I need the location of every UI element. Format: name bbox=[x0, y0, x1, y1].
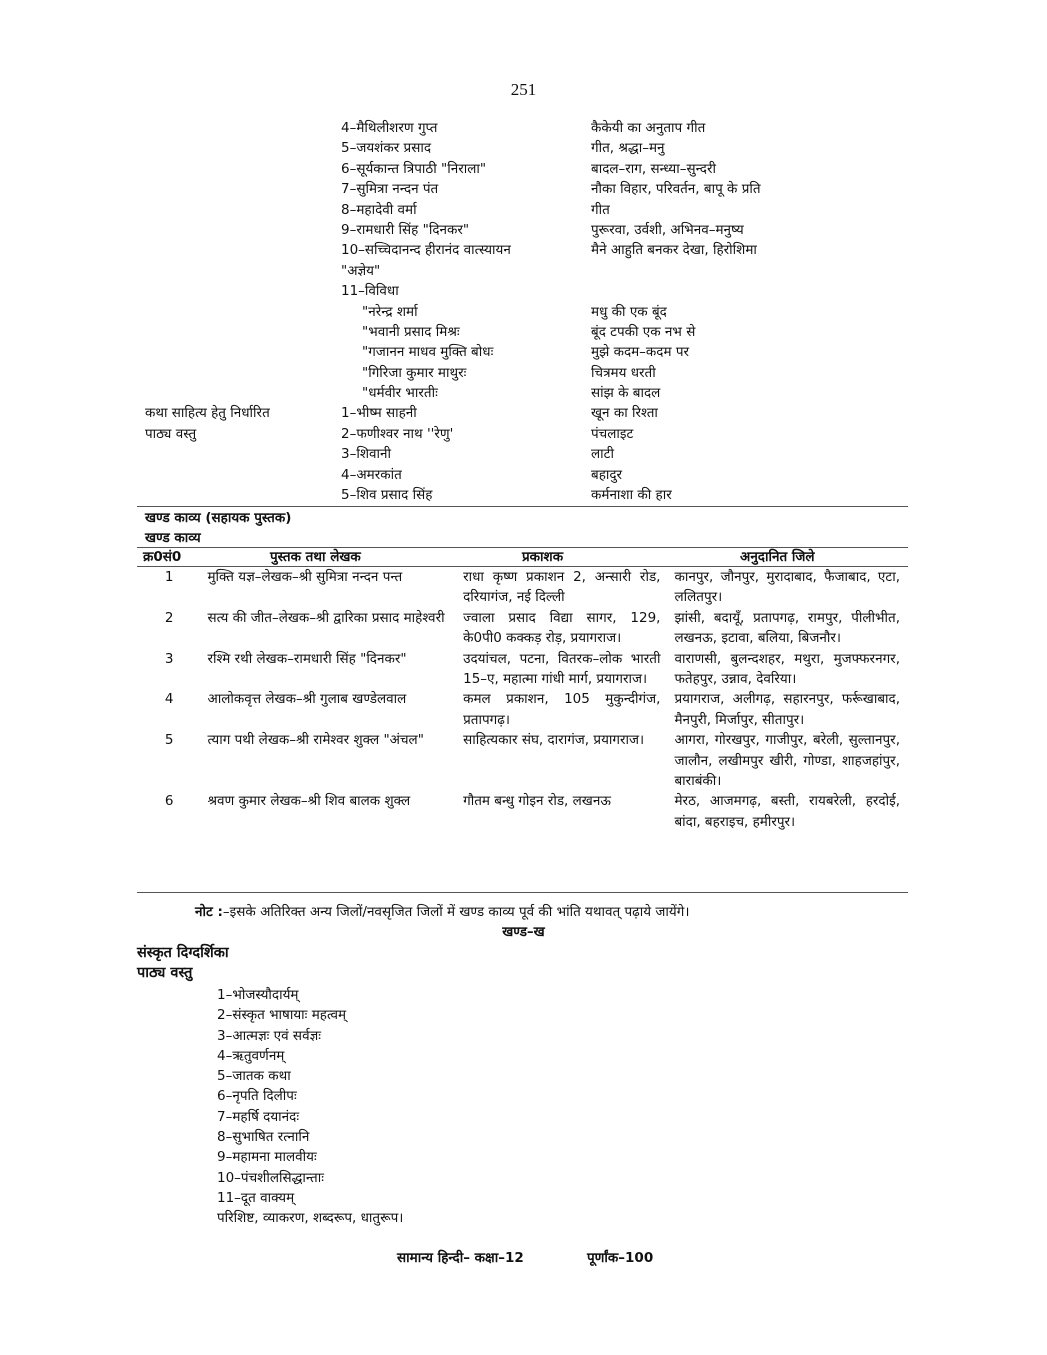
districts: मेरठ, आजमगढ़, बस्ती, रायबरेली, हरदोई, बांदा, बहराइच, हमीरपुर। bbox=[674, 793, 900, 830]
publisher: राधा कृष्ण प्रकाशन 2, अन्सारी रोड, दरियागंज, नई दिल्ली bbox=[463, 569, 661, 606]
sanskrit-lessons-list bbox=[217, 985, 403, 1229]
syllabus-row bbox=[145, 240, 915, 260]
khand-kavya-heading: खण्ड काव्य (सहायक पुस्तक) bbox=[145, 510, 292, 526]
note bbox=[195, 902, 689, 922]
syllabus-row bbox=[145, 485, 915, 505]
author: 11–विविधा bbox=[341, 283, 399, 300]
lesson-item: 6–नृपति दिलीपः bbox=[217, 1088, 297, 1105]
author: 6–सूर्यकान्त त्रिपाठी "निराला" bbox=[341, 160, 487, 177]
lesson-item: 9–महामना मालवीयः bbox=[217, 1149, 317, 1166]
author: 10–सच्चिदानन्द हीरानंद वात्स्यायन bbox=[341, 242, 511, 259]
syllabus-row bbox=[145, 363, 915, 383]
note-label: नोट : bbox=[195, 904, 223, 920]
serial-no: 4 bbox=[164, 691, 174, 708]
work-title: खून का रिश्ता bbox=[591, 405, 658, 422]
syllabus-row bbox=[145, 281, 915, 301]
publisher: उदयांचल, पटना, वितरक–लोक भारती 15–ए, महात्मा गांधी मार्ग, प्रयागराज। bbox=[463, 650, 661, 688]
author: "भवानी प्रसाद मिश्रः bbox=[362, 323, 460, 340]
author: 8–महादेवी वर्मा bbox=[341, 201, 417, 218]
khand-kavya-table bbox=[137, 567, 908, 832]
book-author: रश्मि रथी लेखक–रामधारी सिंह "दिनकर" bbox=[207, 650, 407, 667]
table-row bbox=[137, 649, 908, 690]
serial-no: 5 bbox=[164, 732, 174, 749]
serial-no: 2 bbox=[164, 609, 174, 626]
category-label: पाठ्य वस्तु bbox=[145, 425, 197, 442]
author: 5–जयशंकर प्रसाद bbox=[341, 140, 432, 157]
districts: आगरा, गोरखपुर, गाजीपुर, बरेली, सुल्तानपुर, जालौन, लखीमपुर खीरी, गोण्डा, शाहजहांपुर, बाराबंकी। bbox=[674, 732, 900, 790]
sanskrit-heading: संस्कृत दिग्दर्शिका bbox=[137, 945, 229, 961]
book-author: श्रवण कुमार लेखक–श्री शिव बालक शुक्ल bbox=[207, 793, 411, 810]
table-row bbox=[137, 791, 908, 832]
publisher: साहित्यकार संघ, दारागंज, प्रयागराज। bbox=[463, 732, 645, 749]
table-header bbox=[137, 547, 908, 567]
note-text: –इसके अतिरिक्त अन्य जिलों/नवसृजित जिलों में खण्ड काव्य पूर्व की भांति यथावत् पढ़ाये जायेंगे। bbox=[222, 904, 690, 920]
author: 5–शिव प्रसाद सिंह bbox=[341, 487, 433, 504]
divider bbox=[137, 892, 908, 893]
col-header-districts: अनुदानित जिले bbox=[740, 549, 815, 565]
sanskrit-subheading: पाठ्य वस्तु bbox=[137, 965, 193, 981]
syllabus-row bbox=[145, 342, 915, 362]
book-author: सत्य की जीत–लेखक–श्री द्वारिका प्रसाद माहेश्वरी bbox=[207, 609, 445, 626]
author: 9–रामधारी सिंह "दिनकर" bbox=[341, 221, 470, 238]
syllabus-row bbox=[145, 200, 915, 220]
syllabus-row bbox=[145, 118, 915, 138]
author: "अज्ञेय" bbox=[341, 262, 381, 279]
districts: कानपुर, जौनपुर, मुरादाबाद, फैजाबाद, एटा, ललितपुर। bbox=[674, 569, 900, 606]
syllabus-row bbox=[145, 465, 915, 485]
author: "नरेन्द्र शर्मा bbox=[362, 303, 418, 320]
category-label: कथा साहित्य हेतु निर्धारित bbox=[145, 405, 270, 422]
table-row bbox=[137, 608, 908, 649]
author: 7–सुमित्रा नन्दन पंत bbox=[341, 181, 439, 198]
col-header-book: पुस्तक तथा लेखक bbox=[270, 549, 361, 565]
syllabus-row bbox=[145, 403, 915, 423]
syllabus-row bbox=[145, 383, 915, 403]
syllabus-row bbox=[145, 444, 915, 464]
author: "धर्मवीर भारतीः bbox=[362, 385, 438, 402]
work-title: कर्मनाशा की हार bbox=[591, 487, 672, 504]
syllabus-row bbox=[145, 159, 915, 179]
lesson-item: 7–महर्षि दयानंदः bbox=[217, 1108, 300, 1125]
work-title: बादल–राग, सन्ध्या–सुन्दरी bbox=[591, 160, 716, 177]
author: 4–अमरकांत bbox=[341, 466, 402, 483]
author: 3–शिवानी bbox=[341, 446, 392, 463]
syllabus-row bbox=[145, 302, 915, 322]
serial-no: 3 bbox=[164, 650, 174, 667]
work-title: बहादुर bbox=[591, 466, 623, 483]
section-b-title: खण्ड–ख bbox=[502, 924, 545, 940]
book-author: त्याग पथी लेखक–श्री रामेश्वर शुक्ल "अंचल" bbox=[207, 732, 424, 749]
table-row bbox=[137, 689, 908, 730]
khand-kavya-subheading: खण्ड काव्य bbox=[145, 530, 201, 546]
lesson-item: 5–जातक कथा bbox=[217, 1068, 291, 1085]
publisher: ज्वाला प्रसाद विद्या सागर, 129, के0पी0 कक्कड़ रोड़, प्रयागराज। bbox=[463, 609, 661, 647]
districts: प्रयागराज, अलीगढ़, सहारनपुर, फर्रूखाबाद, मैनपुरी, मिर्जापुर, सीतापुर। bbox=[674, 691, 900, 728]
footer-marks: पूर्णांक–100 bbox=[587, 1250, 654, 1266]
work-title: चित्रमय धरती bbox=[591, 364, 656, 381]
col-header-serial: क्र0सं0 bbox=[143, 549, 182, 565]
author: 4–मैथिलीशरण गुप्त bbox=[341, 120, 438, 136]
serial-no: 6 bbox=[164, 793, 174, 810]
footer-subject: सामान्य हिन्दी– कक्षा–12 bbox=[397, 1250, 524, 1266]
work-title: नौका विहार, परिवर्तन, बापू के प्रति bbox=[591, 181, 761, 198]
author: 1–भीष्म साहनी bbox=[341, 405, 417, 422]
work-title: लाटी bbox=[591, 446, 614, 463]
page-number: 251 bbox=[510, 80, 537, 99]
lesson-item: 8–सुभाषित रत्नानि bbox=[217, 1129, 310, 1146]
publisher: गौतम बन्धु गोइन रोड, लखनऊ bbox=[463, 793, 611, 810]
lesson-item: 11–दूत वाक्यम् bbox=[217, 1189, 295, 1206]
book-author: आलोकवृत्त लेखक–श्री गुलाब खण्डेलवाल bbox=[207, 691, 407, 708]
lesson-item: 4–ऋतुवर्णनम् bbox=[217, 1047, 285, 1064]
table-row bbox=[137, 730, 908, 791]
book-author: मुक्ति यज्ञ–लेखक–श्री सुमित्रा नन्दन पन्त bbox=[207, 569, 403, 585]
syllabus-row bbox=[145, 179, 915, 199]
syllabus-row bbox=[145, 220, 915, 240]
work-title: सांझ के बादल bbox=[591, 385, 661, 402]
divider bbox=[137, 506, 908, 507]
publisher: कमल प्रकाशन, 105 मुकुन्दीगंज, प्रतापगढ़। bbox=[463, 691, 661, 728]
work-title: गीत, श्रद्धा–मनु bbox=[591, 140, 665, 157]
author: "गजानन माधव मुक्ति बोधः bbox=[362, 344, 494, 361]
work-title: कैकेयी का अनुताप गीत bbox=[591, 120, 706, 136]
syllabus-row bbox=[145, 138, 915, 158]
col-header-publisher: प्रकाशक bbox=[522, 549, 564, 565]
author: "गिरिजा कुमार माथुरः bbox=[362, 364, 467, 381]
work-title: मैने आहुति बनकर देखा, हिरोशिमा bbox=[591, 242, 757, 259]
work-title: मधु की एक बूंद bbox=[591, 303, 667, 320]
lesson-item: 1–भोजस्यौदार्यम् bbox=[217, 987, 299, 1003]
work-title: बूंद टपकी एक नभ से bbox=[591, 323, 696, 340]
work-title: गीत bbox=[591, 201, 610, 218]
poetry-syllabus-list bbox=[145, 118, 915, 505]
lesson-item: परिशिष्ट, व्याकरण, शब्दरूप, धातुरूप। bbox=[217, 1210, 404, 1227]
syllabus-row bbox=[145, 424, 915, 444]
syllabus-row bbox=[145, 322, 915, 342]
districts: वाराणसी, बुलन्दशहर, मथुरा, मुजफ्फरनगर, फतेहपुर, उन्नाव, देवरिया। bbox=[674, 650, 900, 688]
lesson-item: 3–आत्मज्ञः एवं सर्वज्ञः bbox=[217, 1027, 321, 1044]
lesson-item: 10–पंचशीलसिद्धान्ताः bbox=[217, 1169, 324, 1186]
syllabus-row bbox=[145, 261, 915, 281]
work-title: पंचलाइट bbox=[591, 425, 634, 442]
work-title: मुझे कदम–कदम पर bbox=[591, 344, 690, 361]
serial-no: 1 bbox=[164, 569, 174, 585]
lesson-item: 2–संस्कृत भाषायाः महत्वम् bbox=[217, 1007, 347, 1024]
work-title: पुरूरवा, उर्वशी, अभिनव–मनुष्य bbox=[591, 221, 744, 238]
table-row bbox=[137, 567, 908, 608]
districts: झांसी, बदायूँ, प्रतापगढ़, रामपुर, पीलीभीत, लखनऊ, इटावा, बलिया, बिजनौर। bbox=[674, 609, 900, 647]
author: 2–फणीश्वर नाथ ''रेणु' bbox=[341, 425, 454, 442]
